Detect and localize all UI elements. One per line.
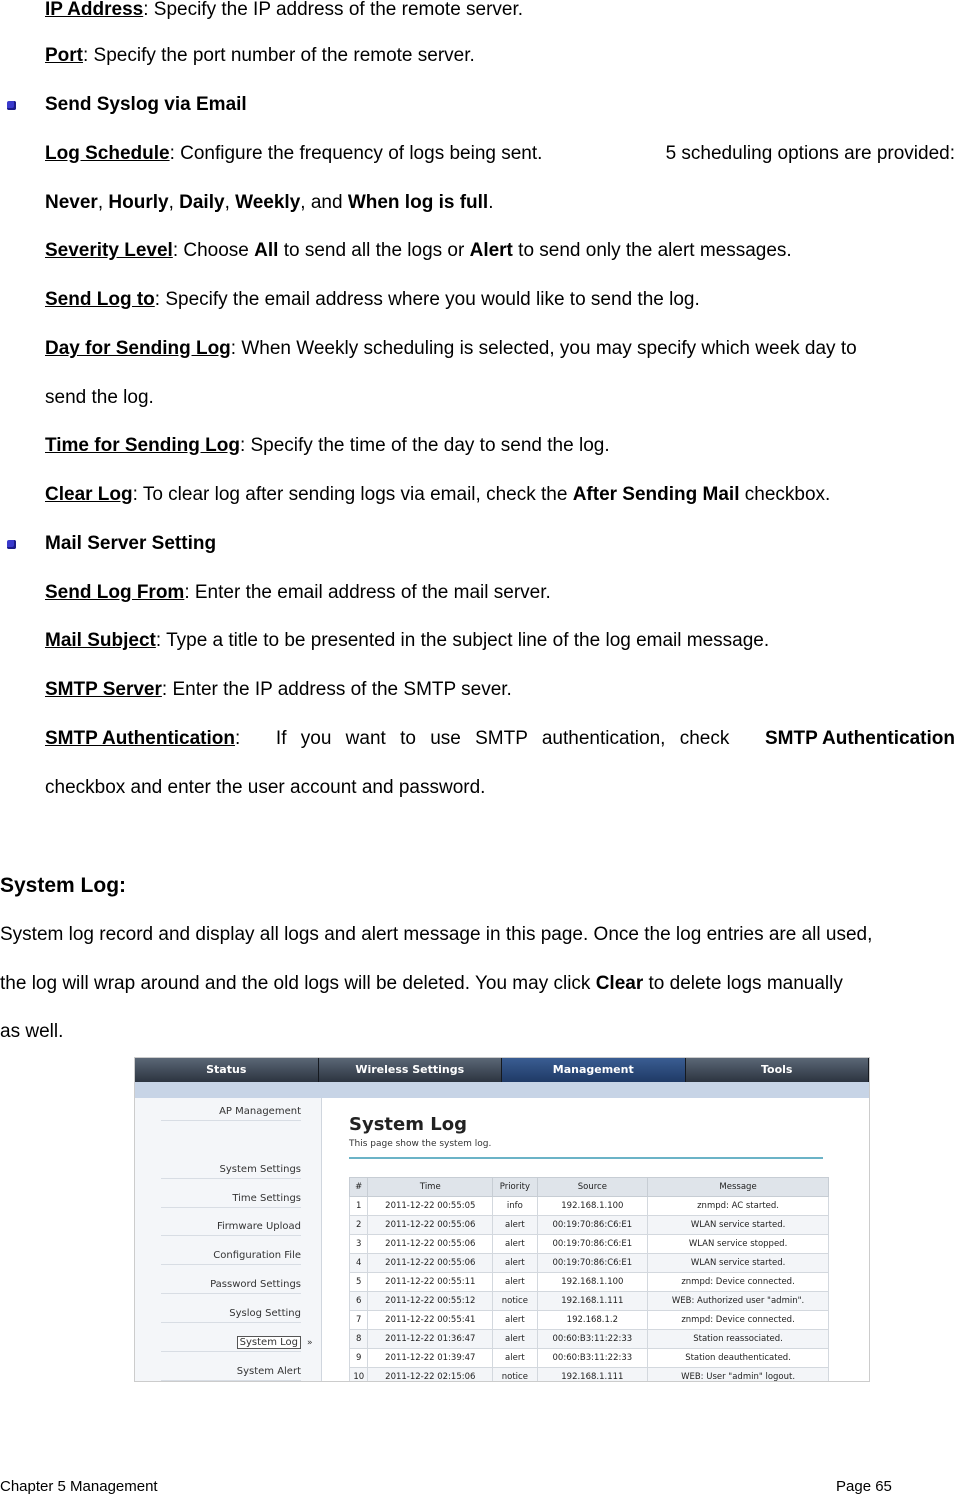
table-cell: 4 [350, 1254, 368, 1273]
table-row [350, 1349, 829, 1368]
table-cell: alert [493, 1273, 537, 1292]
send-log-from-line [45, 581, 551, 605]
table-cell: 2011-12-22 00:55:12 [368, 1292, 493, 1311]
ip-address-term: IP Address [45, 0, 144, 20]
side-item-system-settings[interactable]: System Settings [161, 1164, 301, 1179]
side-item-system-log[interactable] [161, 1337, 301, 1352]
log-schedule-text-a: : Configure the frequency of logs being sent. [169, 143, 543, 164]
table-cell: 192.168.1.100 [537, 1273, 648, 1292]
severity-t3: to send only the alert messages. [512, 240, 792, 261]
smtp-server-text: : Enter the IP address of the SMTP sever. [161, 679, 512, 700]
sub-bar [135, 1082, 869, 1098]
log-schedule-text-b: 5 scheduling options are provided: [665, 143, 955, 164]
send-log-from-text: : Enter the email address of the mail server. [184, 582, 551, 603]
log-table [349, 1177, 829, 1382]
log-schedule-line [45, 142, 955, 166]
page-title: System Log [349, 1114, 467, 1135]
table-cell: 8 [350, 1330, 368, 1349]
clear-log-term: Clear Log [45, 484, 133, 505]
side-menu [135, 1098, 322, 1381]
send-syslog-heading: Send Syslog via Email [45, 94, 247, 115]
table-cell: Station reassociated. [648, 1330, 829, 1349]
bullet-icon [7, 540, 16, 549]
side-item-ap-management[interactable]: AP Management [161, 1106, 301, 1121]
tab-management[interactable]: Management [502, 1058, 686, 1082]
table-cell: 10 [350, 1368, 368, 1383]
side-item-firmware-upload[interactable]: Firmware Upload [161, 1221, 301, 1236]
severity-all: All [254, 240, 279, 261]
table-cell: alert [493, 1254, 537, 1273]
system-log-para3: as well. [0, 1021, 64, 1042]
side-item-syslog-setting[interactable]: Syslog Setting [161, 1308, 301, 1323]
table-row [350, 1197, 829, 1216]
side-item-time-settings[interactable]: Time Settings [161, 1193, 301, 1208]
severity-t1: : Choose [172, 240, 255, 261]
table-cell: znmpd: Device connected. [648, 1273, 829, 1292]
day-for-sending-text: : When Weekly scheduling is selected, you may specify which week day to [230, 338, 857, 359]
clear-log-line [45, 483, 830, 507]
table-cell: alert [493, 1349, 537, 1368]
table-row [350, 1330, 829, 1349]
table-cell: znmpd: AC started. [648, 1197, 829, 1216]
table-row [350, 1311, 829, 1330]
column-header[interactable]: # [350, 1178, 368, 1197]
table-row [350, 1368, 829, 1383]
log-schedule-options: Never, Hourly, Daily, Weekly, and When log is full. [45, 192, 494, 213]
table-cell: 2011-12-22 00:55:05 [368, 1197, 493, 1216]
mail-subject-text: : Type a title to be presented in the subject line of the log email message. [155, 630, 770, 651]
table-cell: 2011-12-22 00:55:06 [368, 1235, 493, 1254]
table-cell: 2011-12-22 00:55:11 [368, 1273, 493, 1292]
ip-address-text: : Specify the IP address of the remote server. [143, 0, 524, 20]
severity-t2: to send all the logs or [278, 240, 470, 261]
side-item-password-settings[interactable]: Password Settings [161, 1279, 301, 1294]
table-cell: WEB: Authorized user "admin". [648, 1292, 829, 1311]
table-cell: alert [493, 1330, 537, 1349]
table-cell: Station deauthenticated. [648, 1349, 829, 1368]
table-cell: 2011-12-22 01:36:47 [368, 1330, 493, 1349]
table-cell: 00:60:B3:11:22:33 [537, 1349, 648, 1368]
system-log-para2 [0, 972, 843, 996]
mail-subject-term: Mail Subject [45, 630, 156, 651]
option-never: Never [45, 192, 98, 213]
table-cell: 00:60:B3:11:22:33 [537, 1330, 648, 1349]
table-cell: WEB: User "admin" logout. [648, 1368, 829, 1383]
send-log-to-line [45, 288, 700, 312]
para2a: the log will wrap around and the old logs will be deleted. You may click [0, 973, 596, 994]
table-cell: 00:19:70:86:C6:E1 [537, 1216, 648, 1235]
table-cell: alert [493, 1216, 537, 1235]
table-cell: 2011-12-22 01:39:47 [368, 1349, 493, 1368]
time-for-sending-term: Time for Sending Log [45, 435, 240, 456]
table-body [350, 1197, 829, 1383]
table-cell: 192.168.1.111 [537, 1292, 648, 1311]
smtp-auth-bold: SMTP Authentication [764, 728, 955, 749]
table-cell: 9 [350, 1349, 368, 1368]
system-log-para1: System log record and display all logs and alert message in this page. Once the log entries are all used, [0, 924, 873, 945]
table-cell: 3 [350, 1235, 368, 1254]
table-cell: notice [493, 1368, 537, 1383]
table-cell: 00:19:70:86:C6:E1 [537, 1254, 648, 1273]
time-for-sending-line [45, 434, 610, 458]
para2-clear: Clear [595, 973, 644, 994]
table-cell: 5 [350, 1273, 368, 1292]
day-for-sending-term: Day for Sending Log [45, 338, 231, 359]
footer-chapter: Chapter 5 Management [0, 1478, 158, 1495]
table-cell: WLAN service started. [648, 1216, 829, 1235]
day-for-sending-line2: send the log. [45, 387, 154, 408]
table-row [350, 1216, 829, 1235]
table-cell: 192.168.1.2 [537, 1311, 648, 1330]
column-header[interactable]: Source [537, 1178, 648, 1197]
table-cell: WLAN service started. [648, 1254, 829, 1273]
table-cell: 2 [350, 1216, 368, 1235]
tab-tools[interactable]: Tools [686, 1058, 870, 1082]
clear-log-bold: After Sending Mail [572, 484, 740, 505]
title-divider [349, 1157, 823, 1159]
option-daily: Daily [179, 192, 225, 213]
table-row [350, 1273, 829, 1292]
system-log-screenshot [134, 1057, 870, 1382]
send-log-to-term: Send Log to [45, 289, 155, 310]
port-line [45, 44, 475, 68]
option-weekly: Weekly [235, 192, 301, 213]
table-header [350, 1178, 829, 1197]
table-cell: info [493, 1197, 537, 1216]
port-term: Port [45, 45, 83, 66]
table-cell: 192.168.1.100 [537, 1197, 648, 1216]
column-header[interactable]: Message [648, 1178, 829, 1197]
smtp-server-term: SMTP Server [45, 679, 162, 700]
log-schedule-term: Log Schedule [45, 143, 170, 164]
table-cell: 2011-12-22 00:55:06 [368, 1254, 493, 1273]
smtp-auth-line: SMTP Authentication: If you want to use SMTP authentication, check SMTP Authentication [45, 728, 955, 749]
time-for-sending-text: : Specify the time of the day to send the log. [239, 435, 610, 456]
smtp-auth-term: SMTP Authentication [45, 728, 235, 749]
option-and: and [310, 192, 343, 213]
smtp-auth-text: If you want to use SMTP authentication, check [275, 728, 730, 749]
table-cell: alert [493, 1235, 537, 1254]
side-item-system-alert[interactable]: System Alert [161, 1366, 301, 1381]
table-cell: 192.168.1.111 [537, 1368, 648, 1383]
footer-page: Page 65 [836, 1478, 892, 1495]
table-cell: 6 [350, 1292, 368, 1311]
tab-wireless-settings[interactable]: Wireless Settings [319, 1058, 503, 1082]
smtp-server-line [45, 678, 512, 702]
table-cell: znmpd: Device connected. [648, 1311, 829, 1330]
table-cell: WLAN service stopped. [648, 1235, 829, 1254]
bullet-icon [7, 101, 16, 110]
mail-server-heading: Mail Server Setting [45, 533, 217, 554]
port-text: : Specify the port number of the remote server. [83, 45, 475, 66]
smtp-auth-line2: checkbox and enter the user account and password. [45, 777, 486, 798]
column-header[interactable]: Time [368, 1178, 493, 1197]
clear-log-t1: : To clear log after sending logs via email, check the [132, 484, 573, 505]
table-row [350, 1254, 829, 1273]
table-row [350, 1292, 829, 1311]
option-hourly: Hourly [108, 192, 169, 213]
day-for-sending-line [45, 337, 857, 361]
severity-line [45, 239, 792, 263]
send-log-from-term: Send Log From [45, 582, 185, 603]
severity-alert: Alert [469, 240, 513, 261]
table-cell: 2011-12-22 00:55:41 [368, 1311, 493, 1330]
table-cell: alert [493, 1311, 537, 1330]
system-log-heading: System Log: [0, 874, 127, 897]
table-cell: notice [493, 1292, 537, 1311]
severity-term: Severity Level [45, 240, 173, 261]
system-log-label: System Log [237, 1336, 301, 1349]
mail-subject-line [45, 629, 769, 653]
send-log-to-text: : Specify the email address where you would like to send the log. [154, 289, 700, 310]
tab-status[interactable]: Status [135, 1058, 319, 1082]
content-area [349, 1098, 859, 1382]
table-cell: 2011-12-22 00:55:06 [368, 1216, 493, 1235]
side-item-configuration-file[interactable]: Configuration File [161, 1250, 301, 1265]
table-cell: 00:19:70:86:C6:E1 [537, 1235, 648, 1254]
page-description: This page show the system log. [349, 1139, 492, 1149]
ip-address-line [45, 0, 523, 22]
option-when-full: When log is full [347, 192, 489, 213]
selected-arrow-icon: » [307, 1338, 313, 1348]
clear-log-t2: checkbox. [739, 484, 831, 505]
table-cell: 2011-12-22 02:15:06 [368, 1368, 493, 1383]
column-header[interactable]: Priority [493, 1178, 537, 1197]
top-nav [135, 1058, 869, 1082]
table-cell: 7 [350, 1311, 368, 1330]
table-row [350, 1235, 829, 1254]
para2c: to delete logs manually [643, 973, 843, 994]
table-cell: 1 [350, 1197, 368, 1216]
